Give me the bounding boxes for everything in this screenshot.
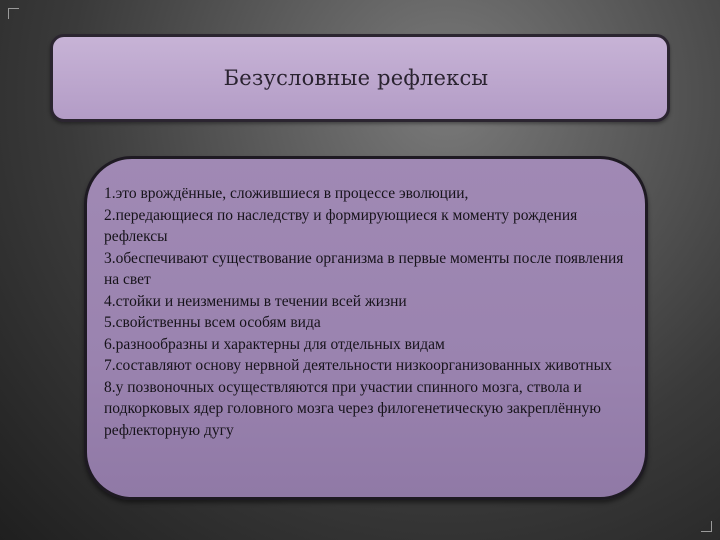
list-item: 1.это врождённые, сложившиеся в процессе эволюции, xyxy=(104,185,469,202)
list-item: 8.у позвоночных осуществляются при участии спинного мозга, ствола и подкорковых ядер головного мозга через филогенетическую закреплённую рефлекторную дугу xyxy=(104,378,601,439)
slide-title: Безусловные рефлексы xyxy=(223,66,489,90)
corner-decoration xyxy=(701,521,712,532)
title-box xyxy=(50,34,670,122)
list-item: 4.стойки и неизменимы в течении всей жизни xyxy=(104,292,407,310)
reflex-properties-list xyxy=(104,183,635,441)
corner-decoration xyxy=(8,8,19,19)
list-item: 3.обеспечивают существование организма в первые моменты после появления на свет xyxy=(104,249,624,288)
list-item: 5.свойственны всем особям вида xyxy=(104,314,321,331)
list-item: 6.разнообразны и характерны для отдельных видам xyxy=(104,335,445,353)
list-item: 7.составляют основу нервной деятельности низкоорганизованных животных xyxy=(104,357,612,374)
content-box xyxy=(84,156,648,500)
list-item: 2.передающиеся по наследству и формирующиеся к моменту рождения рефлексы xyxy=(104,206,578,245)
